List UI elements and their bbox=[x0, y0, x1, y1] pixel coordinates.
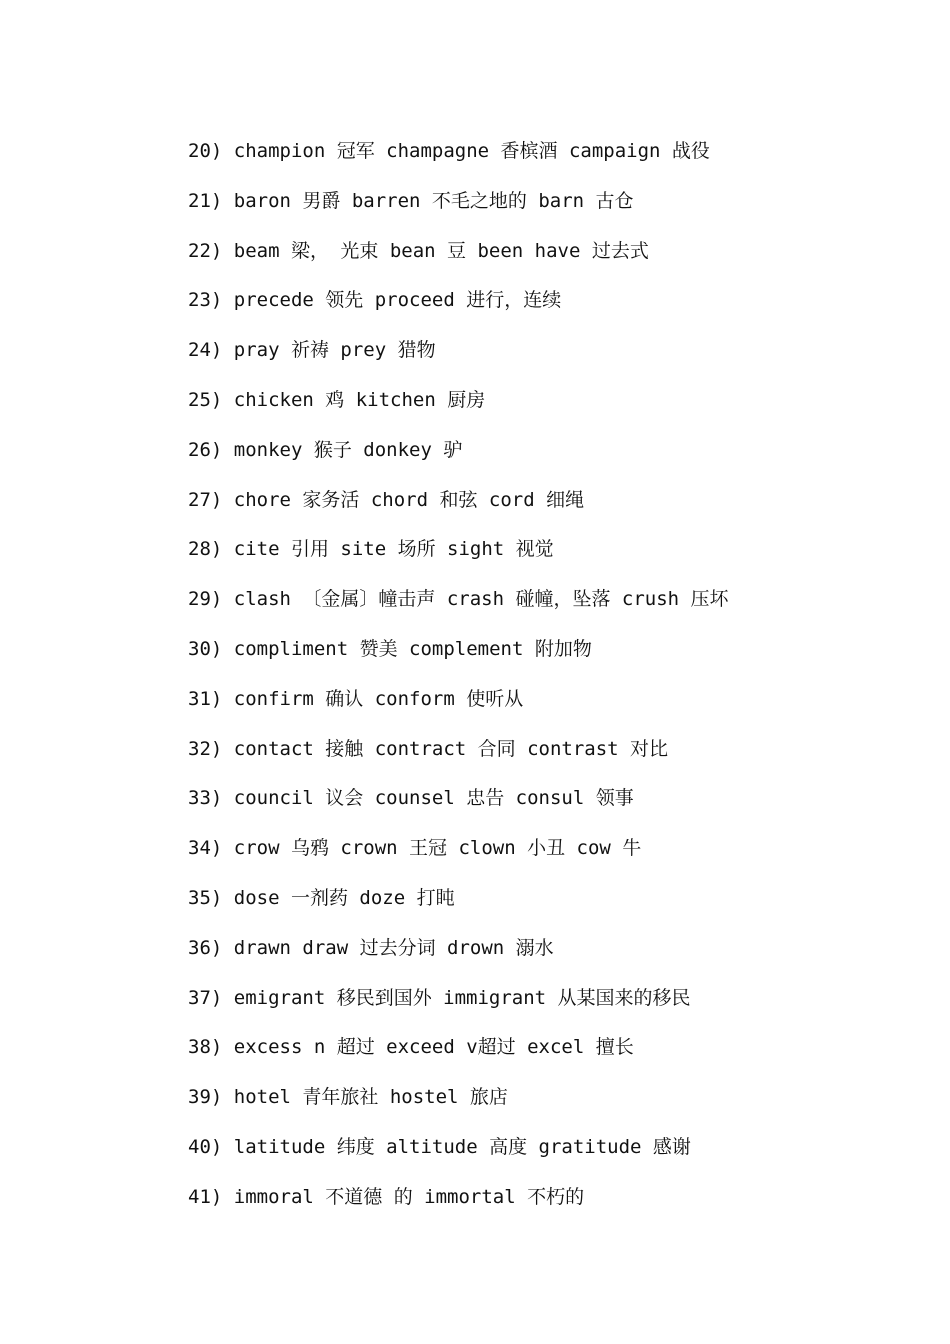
list-item: 32) contact 接触 contract 合同 contrast 对比 bbox=[188, 737, 669, 760]
list-item: 24) pray 祈祷 prey 猎物 bbox=[188, 339, 436, 362]
list-item: 21) baron 男爵 barren 不毛之地的 barn 古仓 bbox=[188, 189, 634, 212]
list-item: 23) precede 领先 proceed 进行，连续 bbox=[188, 289, 562, 312]
list-item: 35) dose 一剂药 doze 打盹 bbox=[188, 886, 455, 909]
list-item: 41) immoral 不道德 的 immortal 不朽的 bbox=[188, 1185, 585, 1208]
list-item: 31) confirm 确认 conform 使听从 bbox=[188, 687, 524, 710]
list-item: 27) chore 家务活 chord 和弦 cord 细绳 bbox=[188, 488, 585, 511]
vocabulary-list bbox=[188, 134, 729, 1230]
list-item: 28) cite 引用 site 场所 sight 视觉 bbox=[188, 538, 554, 561]
list-item: 33) council 议会 counsel 忠告 consul 领事 bbox=[188, 787, 634, 810]
list-item: 39) hotel 青年旅社 hostel 旅店 bbox=[188, 1086, 508, 1109]
list-item: 20) champion 冠军 champagne 香槟酒 campaign 战役 bbox=[188, 140, 710, 162]
list-item: 25) chicken 鸡 kitchen 厨房 bbox=[188, 388, 486, 411]
list-item: 22) beam 梁， 光束 bean 豆 been have 过去式 bbox=[188, 239, 649, 262]
list-item: 26) monkey 猴子 donkey 驴 bbox=[188, 438, 463, 461]
list-item: 38) excess n 超过 exceed v超过 excel 擅长 bbox=[188, 1036, 634, 1059]
list-item: 36) drawn draw 过去分词 drown 溺水 bbox=[188, 936, 554, 959]
list-item: 34) crow 乌鸦 crown 王冠 clown 小丑 cow 牛 bbox=[188, 837, 642, 860]
list-item: 29) clash 〔金属〕幢击声 crash 碰幢，坠落 crush 压坏 bbox=[188, 588, 729, 611]
list-item: 37) emigrant 移民到国外 immigrant 从某国来的移民 bbox=[188, 986, 691, 1009]
list-item: 30) compliment 赞美 complement 附加物 bbox=[188, 637, 592, 660]
list-item: 40) latitude 纬度 altitude 高度 gratitude 感谢 bbox=[188, 1135, 691, 1158]
